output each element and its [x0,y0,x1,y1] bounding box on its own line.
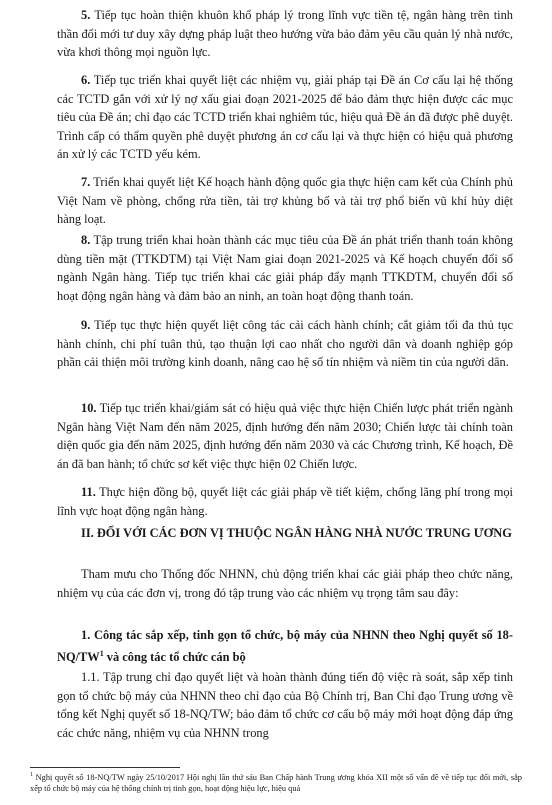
list-item-5 [57,6,513,62]
list-item-7 [57,173,513,229]
footnote-marker: 1 [30,772,33,778]
list-item-8 [57,231,513,305]
footnote [30,770,522,795]
item-number: 10. [81,401,97,415]
list-item-6 [57,71,513,164]
item-text: Tập trung triển khai hoàn thành các mục tiêu của Đề án phát triển thanh toán không dùng tiền mặt (TTKDTM) tại Việt Nam giai đoạn 2021-2025 và Kế hoạch chuyển đổi số ngành Ngân hàng. Tiếp tục triển khai các giải pháp đẩy mạnh TTKDTM, chuyển đổi số hoạt động ngân hàng và đảm bảo an ninh, an toàn hoạt động thanh toán. [57,233,513,303]
item-text: Thực hiện đồng bộ, quyết liệt các giải pháp về tiết kiệm, chống lãng phí trong mọi lĩnh vực hoạt động ngân hàng. [57,485,513,518]
footnote-text: Nghị quyết số 18-NQ/TW ngày 25/10/2017 Hội nghị lần thứ sáu Ban Chấp hành Trung ương khóa XII một số vấn đề về tiếp tục đổi mới, sắp xếp tổ chức bộ máy của hệ thống chính trị tinh gọn, hoạt động hiệu lực, hiệu quả [30,772,522,794]
list-item-11 [57,483,513,520]
subsection-heading [57,626,513,666]
footnote-ref: 1 [99,648,104,658]
item-text: Tiếp tục thực hiện quyết liệt công tác cải cách hành chính; cắt giảm tối đa thủ tục hành chính, chi phí tuân thủ, tạo thuận lợi cao nhất cho người dân và doanh nghiệp góp phần cải thiện môi trường kinh doanh, nâng cao hệ số tín nhiệm và niềm tin của người dân. [57,318,514,370]
item-text: Tiếp tục hoàn thiện khuôn khổ pháp lý trong lĩnh vực tiền tệ, ngân hàng trên tinh thần đổi mới tư duy xây dựng pháp luật theo hướng vừa bảo đảm yêu cầu quản lý nhà nước, vừa khơi thông mọi nguồn lực. [57,8,513,60]
footnote-divider [30,767,180,768]
item-number: 5. [81,8,91,22]
list-item-10 [57,399,513,473]
item-text: Triển khai quyết liệt Kế hoạch hành động quốc gia thực hiện cam kết của Chính phủ Việt Nam về phòng, chống rửa tiền, tài trợ khủng bố và tài trợ phổ biến vũ khí hủy diệt hàng loạt. [57,175,513,227]
item-text: Tiếp tục triển khai quyết liệt các nhiệm vụ, giải pháp tại Đề án Cơ cấu lại hệ thống các TCTD gắn với xử lý nợ xấu giai đoạn 2021-2025 để bảo đảm thực hiện được các mục tiêu của Đề án; chỉ đạo các TCTD triển khai nghiêm túc, hiệu quả Đề án đã được phê duyệt. Trình cấp có thẩm quyền phê duyệt phương án cơ cấu lại và thực hiện có hiệu quả phương án xử lý các TCTD yếu kém. [57,73,514,162]
subheading-text: 1. Công tác sắp xếp, tinh gọn tổ chức, bộ máy của NHNN theo Nghị quyết số 18-NQ/TW [57,628,513,664]
item-number: 7. [81,175,91,189]
list-item-9 [57,316,513,372]
item-number: 9. [81,318,91,332]
item-number: 6. [81,73,91,87]
item-number: 8. [81,233,91,247]
subheading-text-end: và công tác tổ chức cán bộ [103,649,246,664]
sub-item-1-1: 1.1. Tập trung chỉ đạo quyết liệt và hoàn thành đúng tiến độ việc rà soát, sắp xếp tinh gọn tổ chức bộ máy của NHNN theo chỉ đạo của Bộ Chính trị, Ban Chỉ đạo Trung ương về tổng kết Nghị quyết số 18-NQ/TW; bảo đảm tổ chức cơ cấu bộ máy mới hoạt động đáp ứng các chức năng, nhiệm vụ của NHNN trong [57,670,513,740]
item-text: Tiếp tục triển khai/giám sát có hiệu quả việc thực hiện Chiến lược phát triển ngành Ngân hàng Việt Nam đến năm 2025, định hướng đến năm 2030; Chiến lược tài chính toàn diện quốc gia đến năm 2025, định hướng đến năm 2030 và các Chương trình, Kế hoạch, Đề án đã ban hành; tổ chức sơ kết việc thực hiện 02 Chiến lược. [57,401,514,471]
section-heading: II. ĐỐI VỚI CÁC ĐƠN VỊ THUỘC NGÂN HÀNG NHÀ NƯỚC TRUNG ƯƠNG [81,526,512,540]
section-intro: Tham mưu cho Thống đốc NHNN, chủ động triển khai các giải pháp theo chức năng, nhiệm vụ của các đơn vị, trong đó tập trung vào các nhiệm vụ trọng tâm sau đây: [57,567,513,600]
item-number: 11. [81,485,96,499]
